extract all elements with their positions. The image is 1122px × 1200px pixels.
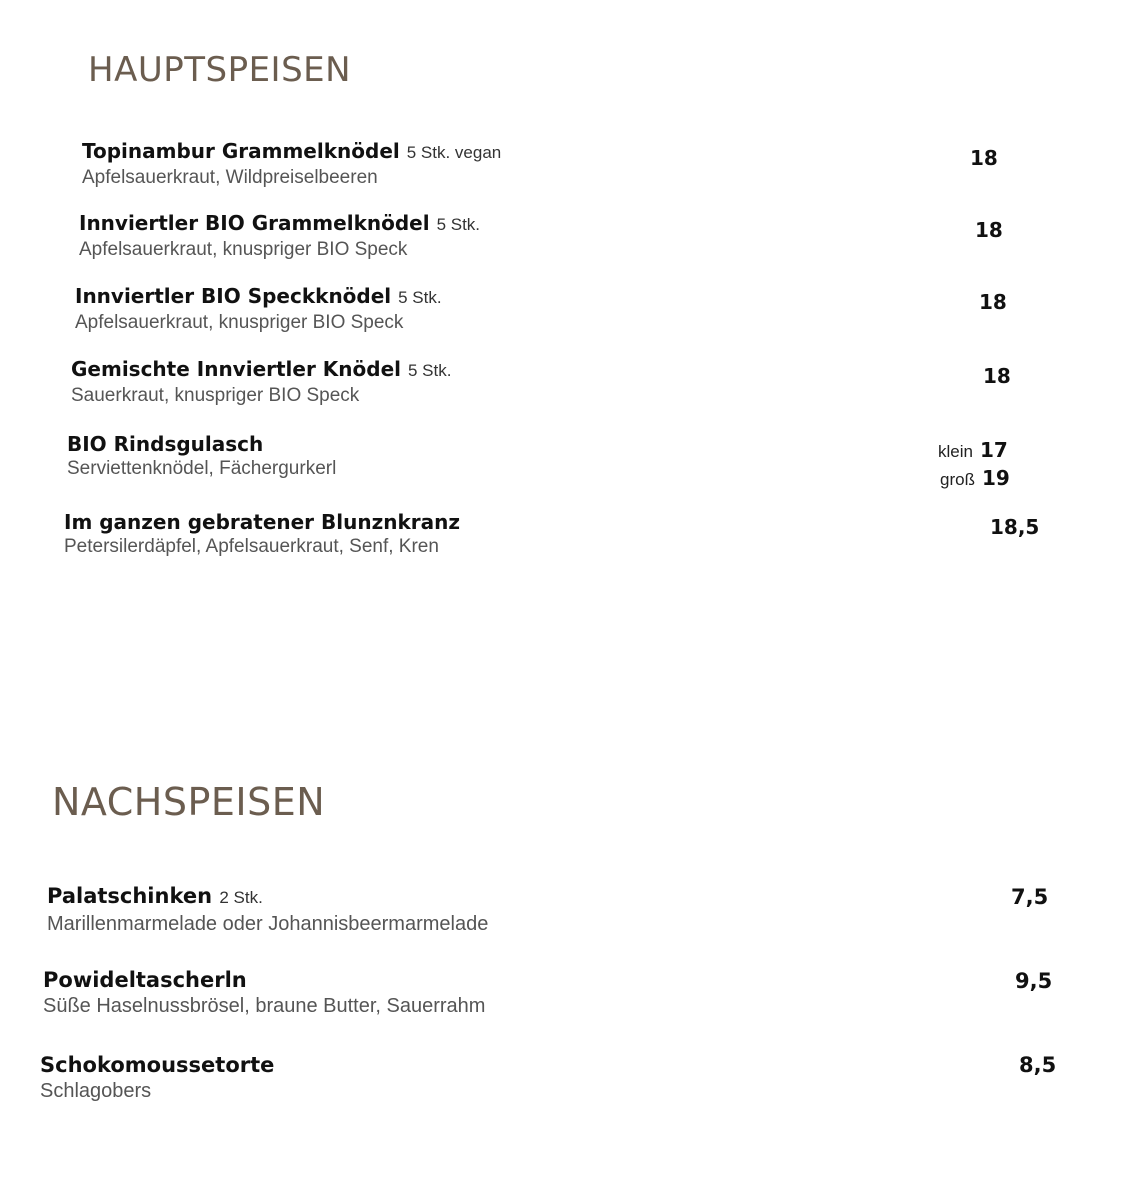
item-name: Gemischte Innviertler Knödel 5 Stk. bbox=[71, 357, 452, 381]
section-title-nachspeisen: NACHSPEISEN bbox=[52, 780, 326, 824]
menu-item bbox=[40, 1052, 274, 1104]
menu-item bbox=[47, 883, 488, 937]
menu-item bbox=[75, 283, 442, 335]
item-quantity: 5 Stk. bbox=[436, 215, 481, 234]
price-large bbox=[938, 465, 1010, 493]
item-price: 18 bbox=[979, 290, 1007, 314]
item-description: Schlagobers bbox=[40, 1080, 152, 1102]
item-description: Süße Haselnussbrösel, braune Butter, Sauerrahm bbox=[43, 995, 486, 1017]
item-name: BIO Rindsgulasch bbox=[67, 432, 264, 456]
item-description: Marillenmarmelade oder Johannisbeermarmelade bbox=[47, 913, 489, 935]
menu-item bbox=[67, 431, 336, 481]
item-description: Apfelsauerkraut, knuspriger BIO Speck bbox=[79, 239, 408, 260]
item-price: 8,5 bbox=[1019, 1053, 1057, 1077]
section-title-hauptspeisen: HAUPTSPEISEN bbox=[88, 50, 352, 90]
item-name: Schokomoussetorte bbox=[40, 1053, 275, 1077]
menu-item bbox=[43, 967, 485, 1019]
item-name: Innviertler BIO Speckknödel 5 Stk. bbox=[75, 284, 442, 308]
item-quantity: 5 Stk. vegan bbox=[406, 143, 502, 162]
item-price: 18 bbox=[975, 218, 1003, 242]
item-price: 9,5 bbox=[1015, 969, 1053, 993]
item-price: 18 bbox=[970, 146, 998, 170]
item-price: 7,5 bbox=[1011, 885, 1049, 909]
item-name: Im ganzen gebratener Blunznkranz bbox=[64, 510, 461, 534]
item-name: Palatschinken 2 Stk. bbox=[47, 884, 263, 908]
price-value: 19 bbox=[981, 466, 1010, 490]
size-label: groß bbox=[940, 470, 975, 489]
item-description: Sauerkraut, knuspriger BIO Speck bbox=[71, 385, 360, 406]
menu-item bbox=[79, 210, 480, 262]
item-description: Serviettenknödel, Fächergurkerl bbox=[67, 458, 337, 479]
price-value: 17 bbox=[979, 438, 1008, 462]
item-name: Innviertler BIO Grammelknödel 5 Stk. bbox=[79, 211, 481, 235]
menu-item bbox=[71, 356, 451, 408]
item-quantity: 2 Stk. bbox=[219, 888, 263, 907]
item-name: Powideltascherln bbox=[43, 968, 247, 992]
item-description: Petersilerdäpfel, Apfelsauerkraut, Senf, Kren bbox=[64, 536, 439, 557]
item-price: 18 bbox=[983, 364, 1011, 388]
item-price: 18,5 bbox=[990, 515, 1040, 539]
item-description: Apfelsauerkraut, Wildpreiselbeeren bbox=[82, 167, 378, 188]
menu-item bbox=[82, 138, 501, 190]
item-price-group bbox=[938, 437, 1010, 493]
size-label: klein bbox=[938, 442, 973, 461]
item-quantity: 5 Stk. bbox=[398, 288, 442, 307]
item-quantity: 5 Stk. bbox=[408, 361, 452, 380]
item-name: Topinambur Grammelknödel 5 Stk. vegan bbox=[82, 139, 502, 163]
item-description: Apfelsauerkraut, knuspriger BIO Speck bbox=[75, 312, 404, 333]
menu-item bbox=[64, 509, 460, 559]
price-small bbox=[938, 437, 1010, 465]
